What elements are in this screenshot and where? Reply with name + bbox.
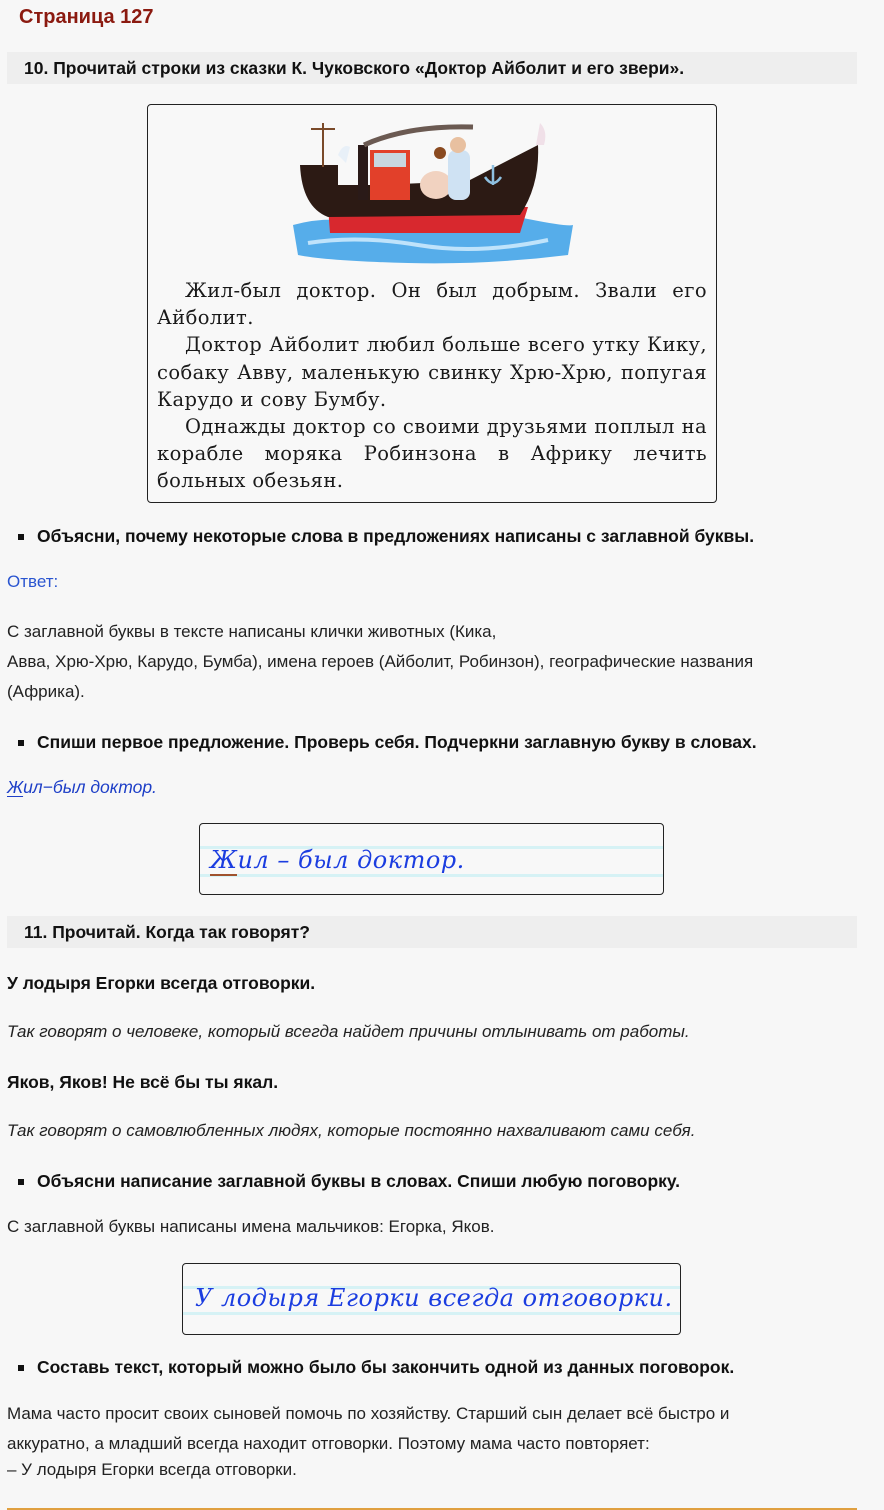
task-10-question-1: Объясни, почему некоторые слова в предложениях написаны с заглавной буквы. [18, 526, 754, 547]
ship-illustration [288, 115, 578, 265]
proverb-2: Яков, Яков! Не всё бы ты якал. [7, 1072, 279, 1092]
task-10-answer-2: Жил−был доктор. [7, 777, 157, 797]
underlined-capital: Ж [210, 846, 238, 874]
proverb-2-explanation: Так говорят о самовлюбленных людях, которые постоянно нахваливают сами себя. [7, 1121, 696, 1140]
underlined-capital: Ж [7, 777, 24, 797]
task-10-title: 10. Прочитай строки из сказки К. Чуковского «Доктор Айболит и его звери». [24, 58, 685, 78]
task-11-question-2: Составь текст, который можно было бы закончить одной из данных поговорок. [18, 1357, 734, 1378]
task-10-question-2: Спиши первое предложение. Проверь себя. Подчеркни заглавную букву в словах. [18, 732, 757, 753]
story-paragraph: Доктор Айболит любил больше всего утку Кику, собаку Авву, маленькую свинку Хрю-Хрю, попугая Карудо и сову Бумбу. [157, 333, 707, 411]
task-11-answer-2: Мама часто просит своих сыновей помочь по хозяйству. Старший сын делает всё быстро и аккуратно, а младший всегда находит отговорки. Поэтому мама часто повторяет: – У лодыря Егорки всегда отговорки. [7, 1404, 730, 1479]
page-title: Страница 127 [19, 6, 154, 28]
story-paragraph: Однажды доктор со своими друзьями поплыл на корабле моряка Робинзона в Африку лечить больных обезьян. [157, 415, 707, 493]
task-11-question-1: Объясни написание заглавной буквы в словах. Спиши любую поговорку. [18, 1171, 680, 1192]
story-excerpt [157, 277, 707, 495]
task-11-header [7, 916, 857, 948]
handwriting-sample-1: Жил – был доктор. [199, 823, 664, 895]
task-10-answer: С заглавной буквы в тексте написаны клички животных (Кика, Авва, Хрю-Хрю, Карудо, Бумба), имена героев (Айболит, Робинзон), географические названия (Африка). [7, 622, 754, 701]
textbook-figure [147, 104, 717, 503]
handwriting-sample-2: У лодыря Егорки всегда отговорки. [182, 1263, 681, 1335]
task-10-header [7, 52, 857, 84]
answer-label: Ответ: [7, 572, 59, 591]
task-11-answer-1: С заглавной буквы написаны имена мальчиков: Егорка, Яков. [7, 1217, 495, 1236]
task-11-title: 11. Прочитай. Когда так говорят? [24, 922, 310, 942]
proverb-1: У лодыря Егорки всегда отговорки. [7, 973, 316, 993]
story-paragraph: Жил-был доктор. Он был добрым. Звали его Айболит. [157, 279, 707, 330]
proverb-1-explanation: Так говорят о человеке, который всегда найдет причины отлынивать от работы. [7, 1022, 690, 1041]
